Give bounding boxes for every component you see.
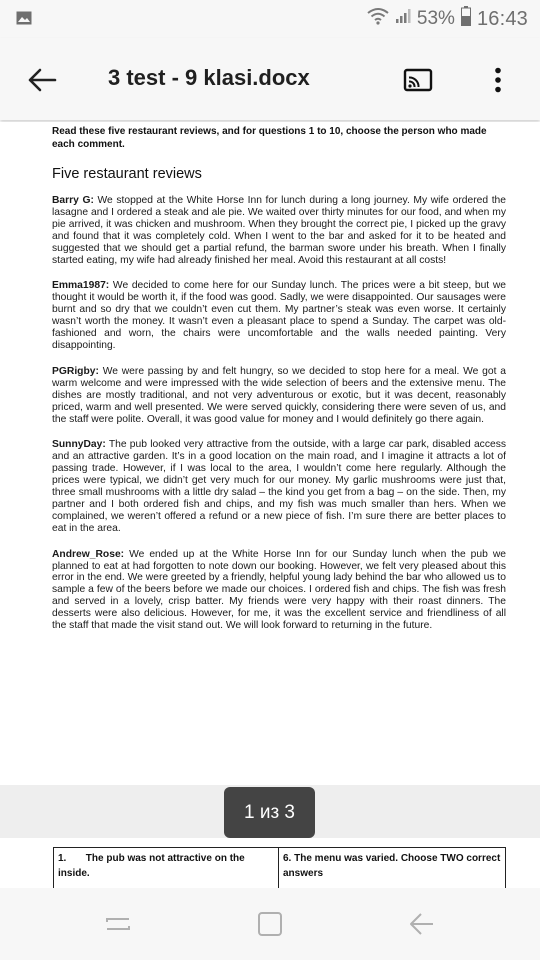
home-button[interactable] bbox=[252, 906, 288, 942]
battery-icon bbox=[461, 6, 471, 32]
table-cell bbox=[54, 848, 279, 889]
status-bar bbox=[0, 0, 540, 38]
reviewer-name: Andrew_Rose: bbox=[52, 548, 125, 560]
questions-table bbox=[53, 847, 506, 888]
review-text: We stopped at the White Horse Inn for lunch during a long journey. My wife ordered the lasagne and I ordered a steak and ale pie. We waited over thirty minutes for our food, and when my pie arrived, it was chicken and mushroom. When they brought the correct pie, I picked up the gravy and found that it was completely cold. When I went to the bar and asked for it to be heated and suggested that we should get a partial refund, the barman swore under his breath. When I finally started eating, my wife had already finished her meal. Avoid this restaurant at all costs! bbox=[52, 195, 507, 266]
review-text: The pub looked very attractive from the outside, with a large car park, disabled access and an attractive garden. It’s in a good location on the main road, and I imagine it attracts a lot of passing trade. However, if I was local to the area, I wouldn’t come here regularly. Although the prices were typical, we didn’t get very much for our money. My garlic mushrooms were just that, three small mushrooms with a little dry salad – the kind you get from a bag – on the side. Then, my partner and I both ordered fish and chips, and my fish was much smaller than hers. When we complained, we weren’t offered a refund or a new piece of fish. I’m sure there are better places to eat in the area. bbox=[52, 439, 506, 534]
signal-icon bbox=[395, 8, 411, 30]
recent-apps-icon bbox=[105, 911, 131, 937]
image-icon bbox=[16, 11, 32, 25]
reviewer-name: PGRigby: bbox=[52, 365, 99, 377]
reviewer-name: Barry G: bbox=[52, 195, 94, 206]
clock: 16:43 bbox=[476, 7, 528, 30]
system-back-button[interactable] bbox=[403, 906, 439, 942]
review-paragraph bbox=[52, 280, 506, 351]
page-content bbox=[52, 126, 506, 632]
wifi-icon bbox=[367, 7, 389, 31]
cast-icon bbox=[403, 68, 433, 92]
review-paragraph bbox=[52, 195, 506, 266]
review-paragraph bbox=[52, 439, 506, 534]
home-icon bbox=[257, 911, 283, 937]
battery-percent: 53% bbox=[416, 8, 455, 29]
more-vert-icon bbox=[494, 67, 502, 93]
table-row bbox=[54, 848, 506, 889]
document-heading: Five restaurant reviews bbox=[52, 166, 202, 182]
app-bar bbox=[0, 38, 540, 120]
back-icon bbox=[408, 911, 434, 937]
question-number: 1. bbox=[58, 853, 67, 864]
document-page[interactable] bbox=[0, 122, 540, 785]
status-icons bbox=[367, 7, 528, 31]
review-text: We decided to come here for our Sunday lunch. The prices were a bit steep, but we thought it would be worth it, if the food was good. Sadly, we were disappointed. Our sausages were burnt and so dry that we couldn’t even cut them. My partner’s steak was even worse. It certainly wasn’t worth the money. It wasn’t even a pleasant place to spend a Sunday. The carpet was old-fashioned and worn, the chairs were uncomfortable and the walls needed painting. Very disappointing. bbox=[52, 280, 506, 351]
document-page-next[interactable] bbox=[0, 838, 540, 888]
back-button[interactable] bbox=[20, 58, 64, 102]
reviewer-name: Emma1987: bbox=[52, 280, 110, 292]
review-paragraph bbox=[52, 549, 506, 632]
review-text: We were passing by and felt hungry, so we decided to stop here for a meal. We got a warm welcome and were impressed with the wide selection of beers and the extensive menu. The dishes are mostly traditional, and not very adventurous or exotic, but it was decent, reasonably priced, warm and well presented. We were served quickly, considering there were seven of us, and the staff were polite. Overall, it was good value for money and I would definitely go there again. bbox=[52, 365, 506, 425]
question-text: The menu was varied. Choose TWO correct answers bbox=[283, 853, 501, 879]
reviewer-name: SunnyDay: bbox=[52, 439, 106, 451]
back-arrow-icon bbox=[27, 68, 57, 92]
review-text: We ended up at the White Horse Inn for our Sunday lunch when the pub we planned to eat at had forgotten to note down our booking. However, we felt very pleased about this error in the end. We were greeted by a friendly, helpful young lady behind the bar who allowed us to sample a few of the beers before we made our choices. I ordered fish and chips. The fish was fresh and served in a lovely, crisp batter. My friends were very happy with their roast dinners. The desserts were also delicious. However, for me, it was the excellent service and friendliness of all the staff that made the visit stand out. We will look forward to returning in the future. bbox=[52, 548, 506, 632]
overflow-menu-button[interactable] bbox=[478, 60, 518, 100]
page-indicator: 1 из 3 bbox=[224, 787, 315, 838]
document-title: 3 test - 9 klasi.docx bbox=[108, 65, 310, 90]
navigation-bar bbox=[0, 888, 540, 960]
instructions-text: Read these five restaurant reviews, and for questions 1 to 10, choose the person who made each comment. bbox=[52, 126, 487, 150]
question-text: The pub was not attractive on the inside. bbox=[58, 853, 245, 879]
recent-apps-button[interactable] bbox=[100, 906, 136, 942]
table-cell bbox=[279, 848, 506, 889]
review-paragraph bbox=[52, 366, 506, 426]
question-number: 6. bbox=[283, 853, 292, 864]
cast-button[interactable] bbox=[398, 60, 438, 100]
